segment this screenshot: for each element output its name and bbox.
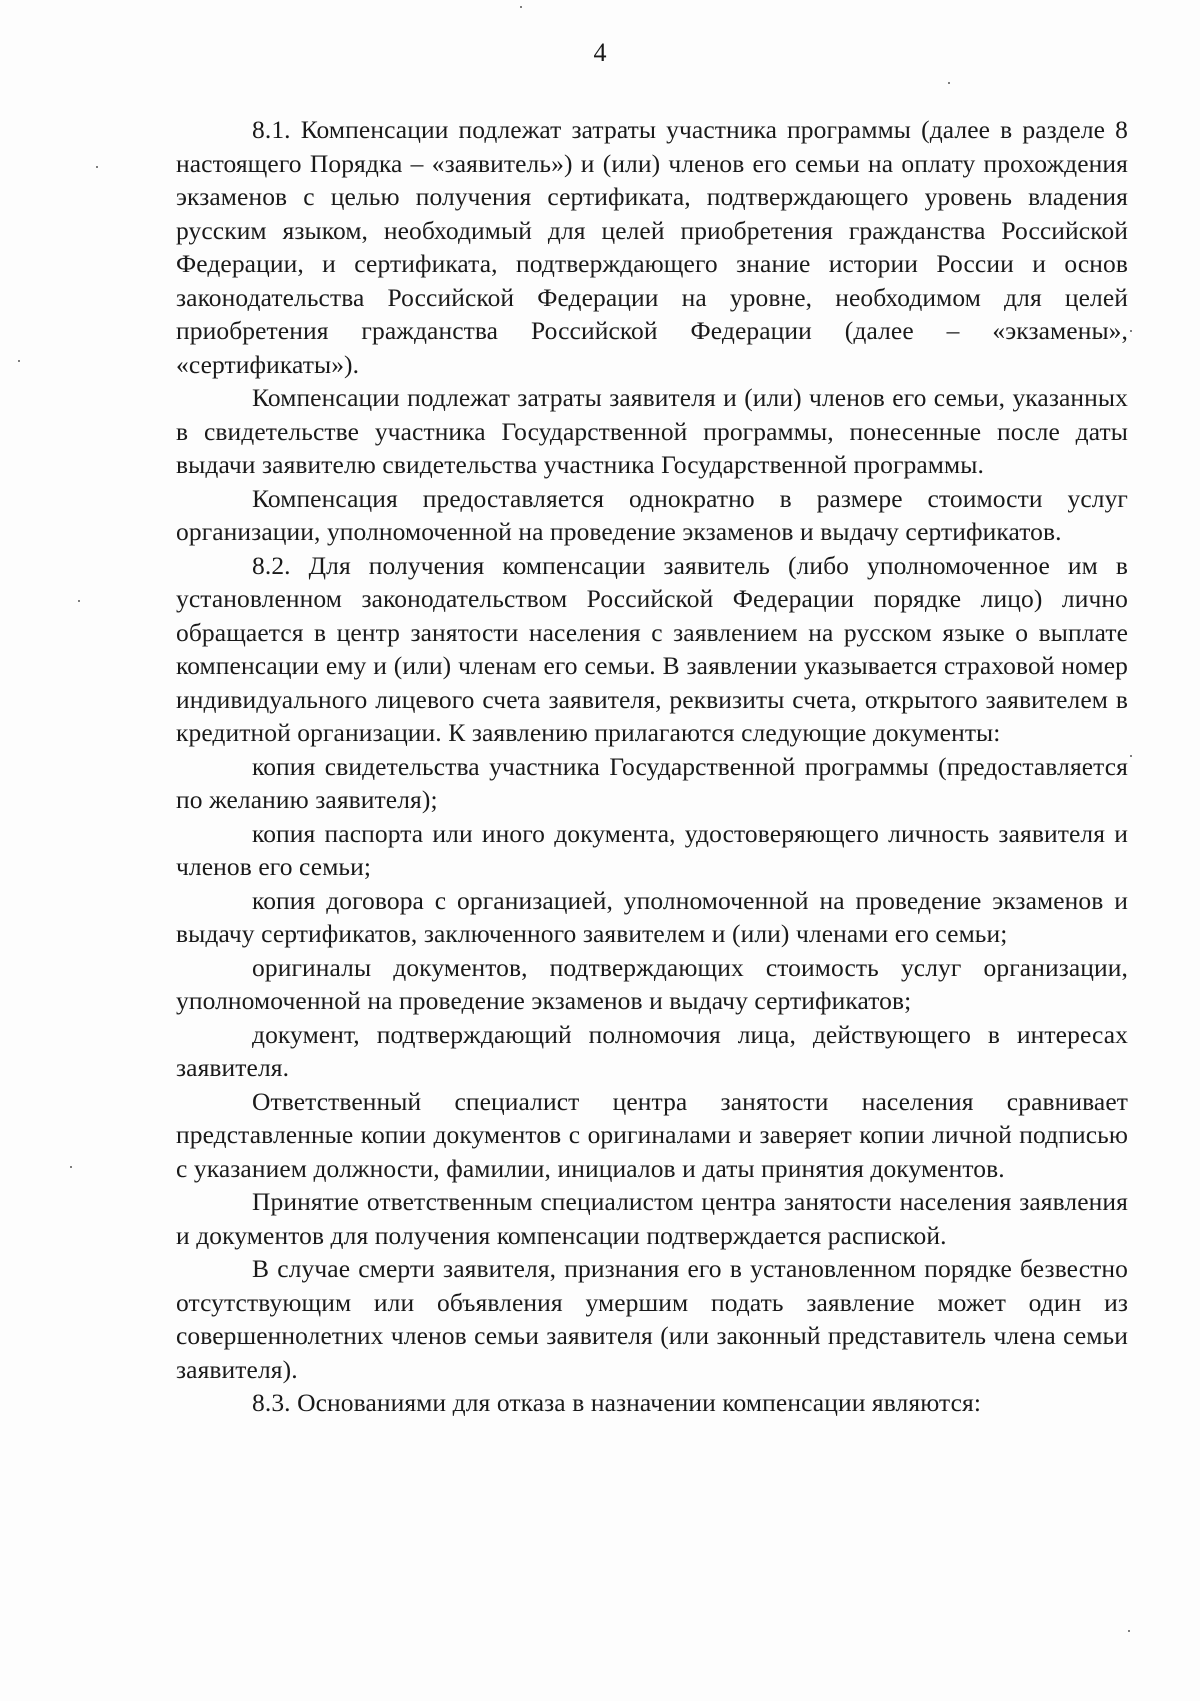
list-item-passport-copy: копия паспорта или иного документа, удостоверяющего личность заявителя и членов его семьи;	[176, 818, 1128, 881]
scan-speck	[520, 6, 522, 8]
paragraph-8-1: 8.1. Компенсации подлежат затраты участника программы (далее в разделе 8 настоящего Порядка – «заявитель») и (или) членов его семьи на оплату прохождения экзаменов с целью получения сертификата, подтверждающего уровень владения русским языком, необходимый для целей приобретения гражданства Российской Федерации, и сертификата, подтверждающего знание истории России и основ законодательства Российской Федерации на уровне, необходимом для целей приобретения гражданства Российской Федерации (далее – «экзамены», «сертификаты»).	[176, 115, 1128, 379]
paragraph-one-time-compensation: Компенсация предоставляется однократно в размере стоимости услуг организации, уполномоченной на проведение экзаменов и выдачу сертификатов.	[176, 483, 1128, 546]
scan-speck	[70, 1166, 72, 1168]
list-item-cost-originals: оригиналы документов, подтверждающих стоимость услуг организации, уполномоченной на проведение экзаменов и выдачу сертификатов;	[176, 952, 1128, 1015]
scan-speck	[948, 82, 950, 84]
list-item-certificate-copy: копия свидетельства участника Государственной программы (предоставляется по желанию заявителя);	[176, 751, 1128, 814]
document-body	[176, 113, 1128, 1420]
scan-speck	[78, 600, 80, 602]
scan-speck	[1128, 1630, 1130, 1632]
paragraph-8-3: 8.3. Основаниями для отказа в назначении компенсации являются:	[252, 1388, 982, 1417]
paragraph-specialist-verification: Ответственный специалист центра занятости населения сравнивает представленные копии документов с оригиналами и заверяет копии личной подписью с указанием должности, фамилии, инициалов и даты принятия документов.	[176, 1086, 1128, 1183]
scan-speck	[18, 360, 20, 362]
paragraph-receipt: Принятие ответственным специалистом центра занятости населения заявления и документов для получения компенсации подтверждается распиской.	[176, 1187, 1128, 1250]
paragraph-8-2: 8.2. Для получения компенсации заявитель (либо уполномоченное им в установленном законодательством Российской Федерации порядке лицо) лично обращается в центр занятости населения с заявлением на русском языке о выплате компенсации ему и (или) членам его семьи. В заявлении указывается страховой номер индивидуального лицевого счета заявителя, реквизиты счета, открытого заявителем в кредитной организации. К заявлению прилагаются следующие документы:	[176, 550, 1128, 747]
list-item-authority-document: документ, подтверждающий полномочия лица, действующего в интересах заявителя.	[176, 1019, 1128, 1082]
page-number: 4	[593, 38, 607, 67]
paragraph-death-of-applicant: В случае смерти заявителя, признания его в установленном порядке безвестно отсутствующим или объявления умершим подать заявление может один из совершеннолетних членов семьи заявителя (или законный представитель члена семьи заявителя).	[176, 1254, 1128, 1384]
scan-speck	[96, 166, 98, 168]
scan-speck	[1130, 755, 1132, 757]
list-item-contract-copy: копия договора с организацией, уполномоченной на проведение экзаменов и выдачу сертификатов, заключенного заявителем и (или) членами его семьи;	[176, 885, 1128, 948]
paragraph-expenses-scope: Компенсации подлежат затраты заявителя и (или) членов его семьи, указанных в свидетельстве участника Государственной программы, понесенные после даты выдачи заявителю свидетельства участника Государственной программы.	[176, 383, 1128, 479]
scan-speck	[1130, 330, 1132, 332]
